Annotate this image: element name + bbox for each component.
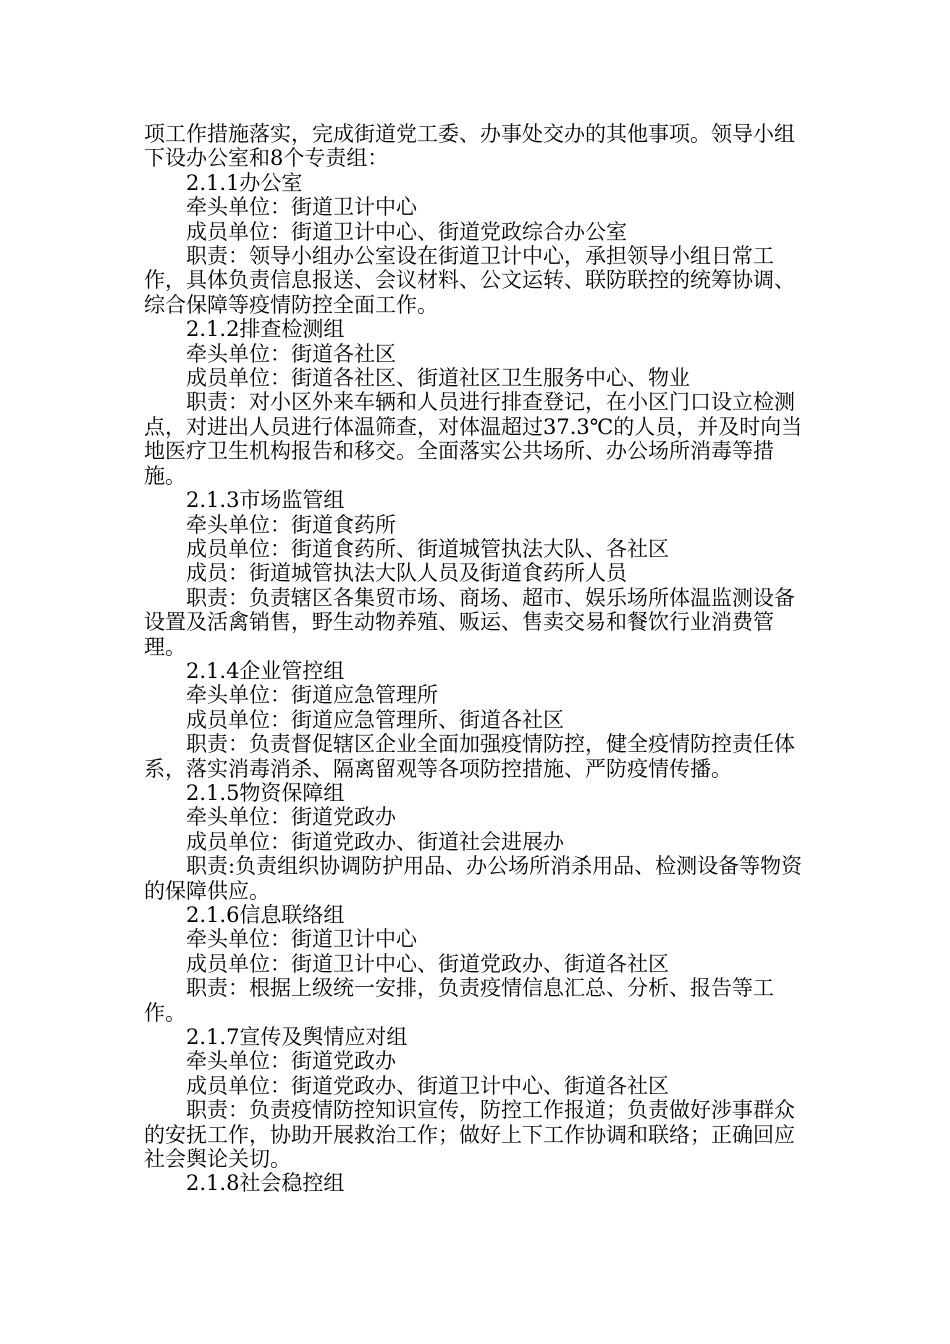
member-unit-line: 成员单位：街道应急管理所、街道各社区 — [186, 707, 564, 732]
member-unit-line: 成员单位：街道各社区、街道社区卫生服务中心、物业 — [186, 366, 690, 391]
section-heading-supplies: 2.1.5物资保障组 — [186, 780, 345, 805]
duty-paragraph: 职责：负责辖区各集贸市场、商场、超市、娱乐场所体温监测设备设置及活禽销售，野生动物养殖、贩运、售卖交易和餐饮行业消费管理。 — [144, 585, 795, 659]
paragraph-intro: 项工作措施落实，完成街道党工委、办事处交办的其他事项。领导小组下设办公室和8个专责组： — [144, 122, 795, 171]
duty-paragraph: 职责：根据上级统一安排，负责疫情信息汇总、分析、报告等工作。 — [144, 976, 774, 1025]
lead-unit-line: 牵头单位：街道党政办 — [186, 1049, 396, 1074]
member-unit-line: 成员单位：街道卫计中心、街道党政办、街道各社区 — [186, 951, 669, 976]
members-line: 成员：街道城管执法大队人员及街道食药所人员 — [186, 561, 627, 586]
duty-paragraph: 职责：对小区外来车辆和人员进行排查登记，在小区门口设立检测点，对进出人员进行体温筛查，对体温超过37.3℃的人员，并及时向当地医疗卫生机构报告和移交。全面落实公共场所、办公场所消毒等措施。 — [144, 390, 803, 488]
member-unit-line: 成员单位：街道党政办、街道卫计中心、街道各社区 — [186, 1073, 669, 1098]
document-page — [144, 122, 810, 1196]
member-unit-line: 成员单位：街道党政办、街道社会进展办 — [186, 829, 564, 854]
section-heading-info: 2.1.6信息联络组 — [186, 903, 345, 927]
duty-paragraph: 职责：领导小组办公室设在街道卫计中心，承担领导小组日常工作，具体负责信息报送、会议材料、公文运转、联防联控的统筹协调、综合保障等疫情防控全面工作。 — [144, 244, 795, 317]
lead-unit-line: 牵头单位：街道各社区 — [186, 341, 396, 366]
member-unit-line: 成员单位：街道食药所、街道城管执法大队、各社区 — [186, 536, 669, 561]
duty-paragraph: 职责：负责疫情防控知识宣传，防控工作报道；负责做好涉事群众的安抚工作，协助开展救治工作；做好上下工作协调和联络；正确回应社会舆论关切。 — [144, 1098, 795, 1172]
section-heading-enterprise: 2.1.4企业管控组 — [186, 658, 345, 683]
section-heading-screening: 2.1.2排查检测组 — [186, 317, 345, 342]
lead-unit-line: 牵头单位：街道党政办 — [186, 805, 396, 830]
lead-unit-line: 牵头单位：街道卫计中心 — [186, 927, 417, 952]
duty-paragraph: 职责：负责督促辖区企业全面加强疫情防控，健全疫情防控责任体系，落实消毒消杀、隔离留观等各项防控措施、严防疫情传播。 — [144, 732, 795, 781]
section-heading-stability: 2.1.8社会稳控组 — [186, 1171, 345, 1196]
lead-unit-line: 牵头单位：街道食药所 — [186, 512, 396, 537]
lead-unit-line: 牵头单位：街道卫计中心 — [186, 195, 417, 220]
section-heading-market: 2.1.3市场监管组 — [186, 488, 345, 513]
section-heading-office: 2.1.1办公室 — [186, 170, 303, 195]
member-unit-line: 成员单位：街道卫计中心、街道党政综合办公室 — [186, 219, 627, 244]
section-heading-publicity: 2.1.7宣传及舆情应对组 — [186, 1025, 408, 1050]
duty-paragraph: 职责:负责组织协调防护用品、办公场所消杀用品、检测设备等物资的保障供应。 — [144, 854, 803, 903]
lead-unit-line: 牵头单位：街道应急管理所 — [186, 683, 438, 708]
